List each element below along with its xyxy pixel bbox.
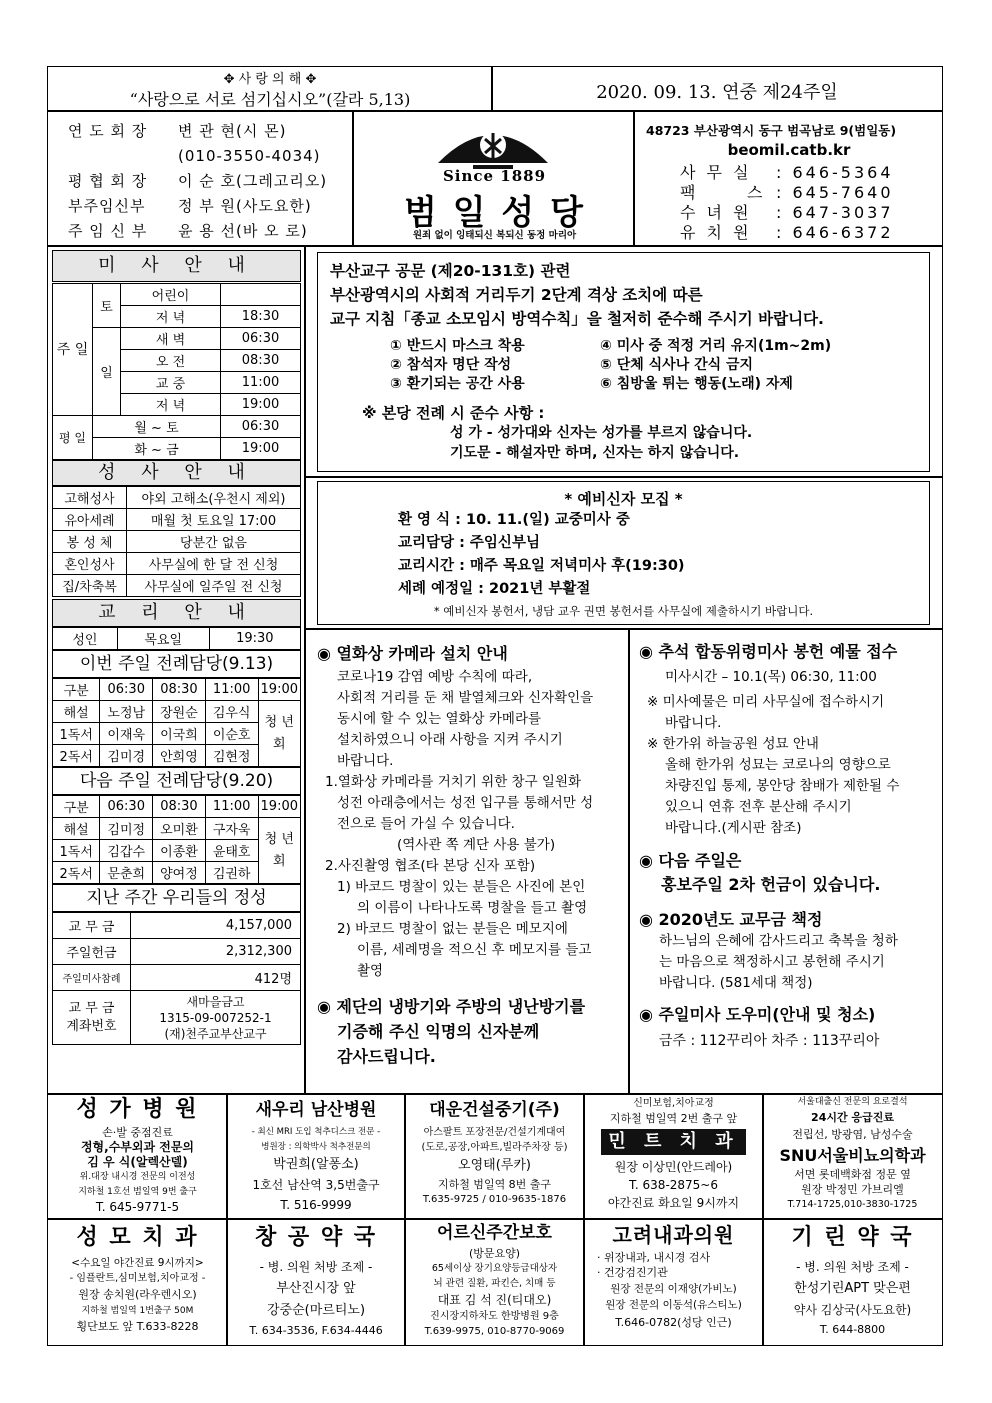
notice-catechumen	[304, 476, 943, 630]
sacrament-value: 사무실에 한 달 전 신청	[127, 553, 301, 575]
camera-line: 2.사진촬영 협조(타 본당 신자 포함)	[325, 858, 536, 874]
liturgy-cell: 이종환	[153, 840, 206, 862]
ad-line: T.714-1725,010-3830-1725	[787, 1199, 918, 1210]
thanks-line: 기증해 주신 익명의 신자분께	[337, 1022, 540, 1041]
quote: “사랑으로 서로 섬기십시오”(갈라 5,13)	[129, 90, 411, 109]
catechism-table	[52, 627, 301, 650]
liturgy-head: 구분	[53, 796, 100, 818]
memorial-line: 있으니 연휴 전후 분산해 주시기	[665, 799, 852, 815]
camera-line: 동시에 할 수 있는 열화상 카메라를	[337, 711, 542, 727]
liturgy-cell: 김권하	[205, 862, 258, 884]
liturgy-cell: 노정남	[100, 701, 153, 723]
phone-row: 수 녀 원 : 647-3037	[680, 203, 894, 222]
date-line: 2020. 09. 13. 연중 제24주일	[596, 82, 838, 103]
ad-line: 서면 롯데백화점 정문 옆	[794, 1168, 911, 1181]
liturgy-head: 06:30	[100, 796, 153, 818]
liturgy-cell: 장원순	[153, 701, 206, 723]
sacrament-value: 사무실에 일주일 전 신청	[127, 575, 301, 597]
camera-line: 2) 바코드 명찰이 없는 분들은 메모지에	[337, 921, 568, 937]
ad-line: 서울대출신 전문의 요로결석	[797, 1097, 908, 1107]
ad-snu-content	[762, 1095, 943, 1212]
memorial-line: 바랍니다.(게시판 참조)	[665, 820, 802, 836]
ad-title: 민 트 치 과	[608, 1131, 739, 1152]
ad-line: 지하철 범일역 2번 출구 앞	[609, 1112, 738, 1125]
rule-item: ⑥ 침방울 튀는 행동(노래) 자제	[600, 376, 793, 392]
officer-row: 평 협 회 장 이 순 호(그레고리오)	[68, 172, 328, 190]
catechumen-line: 교리시간 : 매주 목요일 저녁미사 후(19:30)	[398, 558, 685, 574]
helper-line: 금주 : 112꾸리아 차주 : 113꾸리아	[659, 1033, 880, 1049]
rule-item: ④ 미사 중 적정 거리 유지(1m~2m)	[600, 338, 832, 354]
ad-line: 진시장지하차도 한방병원 9층	[430, 1311, 559, 1322]
sacrament-value: 당분간 없음	[127, 531, 301, 553]
ad-line: 원장 이상민(안드레아)	[614, 1160, 733, 1174]
church-name: 범 일 성 당	[404, 193, 585, 233]
camera-line: 코로나19 감염 예방 수칙에 따라,	[337, 669, 533, 685]
memorial-line: ※ 미사예물은 미리 사무실에 접수하시기	[647, 694, 885, 710]
ad-title: 창 공 약 국	[255, 1225, 377, 1250]
sun-label: 일	[93, 328, 121, 416]
ad-mint-content	[583, 1096, 764, 1212]
weekday-label: 평 일	[53, 416, 93, 460]
catechumen-line: 환 영 식 : 10. 11.(일) 교중미사 중	[398, 512, 630, 528]
catechumen-line: 세례 예정일 : 2021년 부활절	[398, 581, 591, 597]
ad-line: 지하철 1호선 범일역 9번 출구	[78, 1187, 197, 1197]
phone-row: 사 무 실 : 646-5364	[680, 163, 894, 182]
liturgy-head: 08:30	[153, 679, 206, 701]
memorial-line: 올해 한가위 성묘는 코로나의 영향으로	[665, 757, 891, 773]
officers-box	[47, 110, 354, 247]
liturgy-cell: 구자욱	[205, 818, 258, 840]
ad-line: 김 우 식(알렉산델)	[87, 1155, 188, 1169]
church-box	[352, 110, 635, 247]
mass-time: 19:00	[221, 394, 301, 416]
ad-girin-content	[762, 1220, 943, 1340]
ad-sungmo-content	[47, 1220, 228, 1334]
rule-item: ③ 환기되는 공간 사용	[390, 376, 525, 392]
sacrament-title: 성 사 안 내	[52, 460, 301, 486]
ad-line: 한성기린APT 맞은편	[794, 1281, 911, 1296]
sacrament-value: 매월 첫 토요일 17:00	[127, 509, 301, 531]
ad-title: 새우리 남산병원	[255, 1100, 377, 1120]
sacrament-cell: 고해성사	[53, 487, 127, 509]
liturgy-cell: 이순호	[205, 723, 258, 745]
offering-value: 412명	[131, 965, 301, 991]
liturgy-cell: 김갑수	[100, 840, 153, 862]
camera-line: 설치하였으니 아래 사항을 지켜 주시기	[337, 732, 563, 748]
catechism-cell: 19:30	[209, 628, 300, 650]
address: 48723 부산광역시 동구 범곡남로 9(범일동)	[646, 123, 897, 138]
tithe-line: 는 마음으로 책정하시고 봉헌해 주시기	[659, 954, 885, 970]
camera-line: 전으로 들어 가실 수 있습니다.	[337, 816, 515, 832]
mass-time: 11:00	[221, 372, 301, 394]
ad-title: 기 린 약 국	[791, 1225, 914, 1250]
liturgy-cell: 2독서	[53, 862, 100, 884]
ad-line: - 최신 MRI 도입 척추디스크 전문 -	[251, 1127, 381, 1137]
offering-title: 지난 주간 우리들의 정성	[52, 884, 301, 912]
ad-changgong-content	[226, 1220, 406, 1340]
mass-cell: 저 녁	[121, 394, 221, 416]
liturgy-head: 11:00	[205, 796, 258, 818]
liturgy-head: 19:00	[258, 679, 300, 701]
motto: ✥ 사 랑 의 해 ✥	[223, 72, 317, 87]
mass-time: 19:00	[221, 438, 301, 460]
camera-line: 1.열화상 카메라를 거치기 위한 창구 일원화	[325, 774, 582, 790]
ad-line: T.639-9975, 010-8770-9069	[424, 1326, 565, 1337]
website: beomil.catb.kr	[727, 141, 851, 159]
catechumen-title: * 예비신자 모집 *	[564, 490, 683, 508]
ad-line: (방문요양)	[468, 1247, 521, 1260]
mass-time: 06:30	[221, 416, 301, 438]
liturgy-cell: 양여정	[153, 862, 206, 884]
mass-time: 06:30	[221, 328, 301, 350]
ad-title: 성 모 치 과	[76, 1225, 199, 1250]
thanks-note	[317, 994, 621, 1069]
camera-title: ◉ 열화상 카메라 설치 안내	[317, 644, 508, 663]
liturgy-head: 11:00	[205, 679, 258, 701]
camera-line: 성전 아래층에서는 성전 입구를 통해서만 성	[337, 795, 594, 811]
contact-box	[633, 110, 943, 247]
officer-row: 연 도 회 장 변 관 현(시 몬)	[68, 122, 287, 140]
ad-line: - 임플란트,심미보험,치아교정 -	[69, 1273, 206, 1284]
ad-line: 정형,수부외과 전문의	[80, 1140, 195, 1154]
camera-line: 의 이름이 나타나도록 명찰을 들고 촬영	[357, 900, 588, 916]
ad-line: <수요일 야간진료 9시까지>	[71, 1257, 204, 1269]
ad-line: T. 516-9999	[280, 1198, 352, 1212]
youth-cell: 청 년 회	[258, 701, 300, 767]
ad-line: 원장 박정민 가브리엘	[801, 1183, 904, 1196]
sacrament-cell: 유아세례	[53, 509, 127, 531]
rule-sub: ※ 본당 전례 시 준수 사항 :	[362, 404, 545, 422]
catechism-cell: 성인	[53, 628, 118, 650]
ad-line: 65세이상 장기요양등급대상자	[431, 1263, 558, 1274]
ad-line: 원장 전문의 이동석(유스티노)	[605, 1299, 742, 1311]
phone-row: 유 치 원 : 646-6372	[680, 223, 894, 242]
middle-notices-left	[304, 628, 630, 1095]
mass-time: 18:30	[221, 306, 301, 328]
ad-line: 강중순(마르티노)	[266, 1303, 366, 1318]
phone-list	[680, 163, 894, 243]
ad-line: T.646-0782(성당 인근)	[615, 1316, 732, 1329]
sacrament-cell: 혼인성사	[53, 553, 127, 575]
rule-sub-line: 기도문 - 해설자만 하며, 신자는 하지 않습니다.	[450, 445, 740, 461]
liturgy-this-title: 이번 주일 전례담당(9.13)	[52, 650, 301, 678]
ad-line: T.635-9725 / 010-9635-1876	[422, 1194, 567, 1205]
liturgy-head: 06:30	[100, 679, 153, 701]
offering-value: 4,157,000	[131, 913, 301, 939]
mass-time: 08:30	[221, 350, 301, 372]
catechumen-foot: * 예비신자 봉헌서, 냉담 교우 권면 봉헌서를 사무실에 제출하시기 바랍니다.	[433, 604, 814, 618]
mass-time	[221, 284, 301, 306]
ad-title: 성 가 병 원	[76, 1097, 199, 1122]
camera-line: 바랍니다.	[337, 753, 394, 769]
camera-line: 촬영	[357, 963, 384, 979]
ad-line: 뇌 관련 질환, 파킨슨, 치매 등	[433, 1278, 556, 1289]
mass-cell: 월 ~ 토	[93, 416, 221, 438]
liturgy-cell: 1독서	[53, 723, 100, 745]
ad-line: - 병. 의원 처방 조제 -	[796, 1260, 909, 1274]
tithe-title: ◉ 2020년도 교무금 책정	[639, 910, 823, 929]
rule-sub-line: 성 가 - 성가대와 신자는 성가를 부르지 않습니다.	[450, 425, 753, 441]
ad-line: 지하철 범일역 8번 출구	[437, 1178, 552, 1191]
notice-line: 부산교구 공문 (제20-131호) 관련	[330, 262, 571, 280]
ad-line: 전립선, 방광염, 남성수술	[792, 1128, 913, 1141]
memorial-title: ◉ 추석 합동위령미사 봉헌 예물 접수	[639, 642, 898, 661]
liturgy-next-title: 다음 주일 전례담당(9.20)	[52, 767, 301, 795]
ad-title-banner	[601, 1129, 746, 1155]
rules-grid	[390, 337, 917, 394]
liturgy-cell: 윤태호	[205, 840, 258, 862]
liturgy-cell: 오미환	[153, 818, 206, 840]
ad-line: - 병. 의원 처방 조제 -	[259, 1260, 373, 1274]
memorial-line: ※ 한가위 하늘공원 성묘 안내	[647, 736, 819, 752]
offering-label: 주일미사참례	[53, 965, 131, 991]
offering-value: 2,312,300	[131, 939, 301, 965]
liturgy-head: 구분	[53, 679, 100, 701]
ad-line: 원장 전문의 이재양(가비노)	[610, 1283, 737, 1295]
ad-line: (도로,공장,아파트,빌라주차장 등)	[421, 1142, 568, 1153]
thanks-line: 감사드립니다.	[337, 1047, 436, 1066]
liturgy-next-table	[52, 795, 301, 884]
ad-namsan-content	[226, 1095, 406, 1215]
ad-line: 부산진시장 앞	[276, 1281, 356, 1296]
tithe-line: 바랍니다. (581세대 책정)	[659, 975, 813, 991]
ad-line: 24시간 응급진료	[811, 1111, 894, 1124]
ad-sungga-content	[47, 1095, 228, 1215]
liturgy-cell: 안희영	[153, 745, 206, 767]
liturgy-cell: 해설	[53, 701, 100, 723]
ad-title: SNU서울비뇨의학과	[779, 1146, 926, 1165]
sunday-label: 주 일	[53, 284, 93, 416]
rule-item: ⑤ 단체 식사나 간식 금지	[600, 357, 754, 373]
chi-rho-logo	[433, 117, 553, 169]
ad-line: · 위장내과, 내시경 검사	[597, 1251, 711, 1264]
header-left	[47, 66, 493, 112]
sacrament-cell: 봉 성 체	[53, 531, 127, 553]
ad-line: · 건강검진기관	[597, 1266, 668, 1279]
since: Since 1889	[442, 167, 547, 185]
notice-catechumen-inner	[317, 481, 930, 625]
ad-line: 야간진료 화요일 9시까지	[607, 1196, 740, 1210]
memorial-line: 바랍니다.	[665, 715, 722, 731]
ad-daewoon-content	[404, 1095, 585, 1207]
ad-line: T. 638-2875~6	[629, 1178, 718, 1192]
liturgy-cell: 김미정	[100, 818, 153, 840]
mass-cell: 저 녁	[121, 306, 221, 328]
sacrament-table	[52, 486, 301, 597]
liturgy-cell: 이국희	[153, 723, 206, 745]
mass-cell: 교 중	[121, 372, 221, 394]
phone-row: 팩 스 : 645-7640	[680, 183, 894, 202]
liturgy-cell: 김우식	[205, 701, 258, 723]
header-right	[491, 66, 943, 112]
youth-cell: 청 년 회	[258, 818, 300, 884]
liturgy-head: 19:00	[258, 796, 300, 818]
camera-line: 이름, 세례명을 적으신 후 메모지를 들고	[357, 942, 592, 958]
offering-label: 교 무 금	[53, 913, 131, 939]
liturgy-cell: 문춘희	[100, 862, 153, 884]
liturgy-cell: 1독서	[53, 840, 100, 862]
ad-line: 약사 김상국(사도요한)	[793, 1303, 912, 1317]
ad-daycare-content	[404, 1220, 585, 1339]
ad-title: 어르신주간보호	[437, 1223, 552, 1243]
notice-line: 부산광역시의 사회적 거리두기 2단계 격상 조치에 따른	[330, 286, 703, 304]
mass-cell: 어린이	[121, 284, 221, 306]
patron: 원죄 없이 잉태되신 복되신 동정 마리아	[412, 230, 577, 241]
liturgy-cell: 김현정	[205, 745, 258, 767]
rule-item: ② 참석자 명단 작성	[390, 357, 512, 373]
ad-line: T. 634-3536, F.634-4446	[249, 1324, 383, 1337]
ad-title: 대운건설중기(주)	[429, 1100, 560, 1120]
liturgy-cell: 해설	[53, 818, 100, 840]
sat-label: 토	[93, 284, 121, 328]
liturgy-cell: 2독서	[53, 745, 100, 767]
offering-label: 주일헌금	[53, 939, 131, 965]
catechism-cell: 목요일	[117, 628, 209, 650]
ad-line: 아스팔트 포장전문/건설기계대여	[423, 1127, 566, 1138]
memorial-line: 미사시간 – 10.1(목) 06:30, 11:00	[665, 669, 877, 685]
liturgy-head: 08:30	[153, 796, 206, 818]
ad-line: 오영태(루카)	[458, 1158, 531, 1173]
middle-notices-right	[628, 628, 943, 1095]
officer-row: 주 임 신 부 윤 용 선(바 오 로)	[68, 222, 308, 240]
ad-line: T. 644-8800	[819, 1323, 886, 1336]
helper-title: ◉ 주일미사 도우미(안내 및 청소)	[639, 1005, 876, 1024]
sacrament-cell: 집/차축복	[53, 575, 127, 597]
mass-title: 미 사 안 내	[52, 250, 301, 282]
notice-quarantine	[304, 245, 943, 478]
left-column	[47, 245, 306, 1095]
account-value: 새마을금고 1315-09-007252-1 (재)천주교부산교구	[131, 991, 301, 1045]
ad-line: 박권희(알퐁소)	[273, 1157, 359, 1172]
camera-line: 1) 바코드 명찰이 있는 분들은 사진에 본인	[337, 879, 586, 895]
camera-line: (역사관 쪽 계단 사용 불가)	[397, 837, 556, 853]
mass-cell: 오 전	[121, 350, 221, 372]
liturgy-cell: 김미경	[100, 745, 153, 767]
notice-quarantine-inner	[317, 252, 930, 472]
officer-row: (010-3550-4034)	[178, 147, 321, 165]
liturgy-this-table	[52, 678, 301, 767]
thanks-line: ◉ 제단의 냉방기와 주방의 냉난방기를	[317, 997, 586, 1016]
tithe-line: 하느님의 은혜에 감사드리고 축복을 청하	[659, 933, 898, 949]
ad-line: 병원장 : 의학박사 척추전문의	[261, 1142, 371, 1152]
ad-line: 신미보험,치아교정	[633, 1098, 714, 1109]
memorial-line: 차량진입 통제, 봉안당 참배가 제한될 수	[665, 778, 900, 794]
catechism-title: 교 리 안 내	[52, 599, 301, 627]
ad-line: 원장 송치원(라우렌시오)	[78, 1288, 197, 1301]
mass-table	[52, 283, 301, 460]
ad-line: 위.대장 내시경 전문의 이전성	[79, 1172, 196, 1182]
mass-cell: 화 ~ 금	[93, 438, 221, 460]
ad-line: 대표 김 석 진(티대오)	[437, 1293, 552, 1307]
camera-line: 사회적 거리를 둔 채 발열체크와 신자확인을	[337, 690, 594, 706]
rule-item: ① 반드시 마스크 착용	[390, 338, 525, 354]
ad-koryo-content	[583, 1220, 764, 1333]
account-label: 교 무 금 계좌번호	[53, 991, 131, 1045]
mass-cell: 새 벽	[121, 328, 221, 350]
catechumen-line: 교리담당 : 주임신부님	[398, 535, 540, 551]
camera-body	[317, 667, 621, 982]
sacrament-value: 야외 고해소(우천시 제외)	[127, 487, 301, 509]
notice-line: 교구 지침「종교 소모임시 방역수칙」을 철저히 준수해 주시기 바랍니다.	[330, 310, 824, 328]
offering-table	[52, 912, 301, 1045]
liturgy-cell: 이재욱	[100, 723, 153, 745]
ad-title: 고려내과의원	[612, 1223, 735, 1247]
ad-line: 손·발 중점진료	[102, 1126, 173, 1139]
promo-line: ◉ 다음 주일은	[639, 851, 742, 870]
promo-line: 홍보주일 2차 헌금이 있습니다.	[661, 875, 881, 894]
ad-line: 1호선 남산역 3,5번출구	[252, 1178, 380, 1192]
ad-line: 지하철 범일역 1번출구 50M	[81, 1306, 194, 1316]
ad-line: 횡단보도 앞 T.633-8228	[76, 1320, 199, 1333]
officer-row: 부주임신부 정 부 원(사도요한)	[68, 197, 312, 215]
ad-line: T. 645-9771-5	[95, 1200, 180, 1214]
